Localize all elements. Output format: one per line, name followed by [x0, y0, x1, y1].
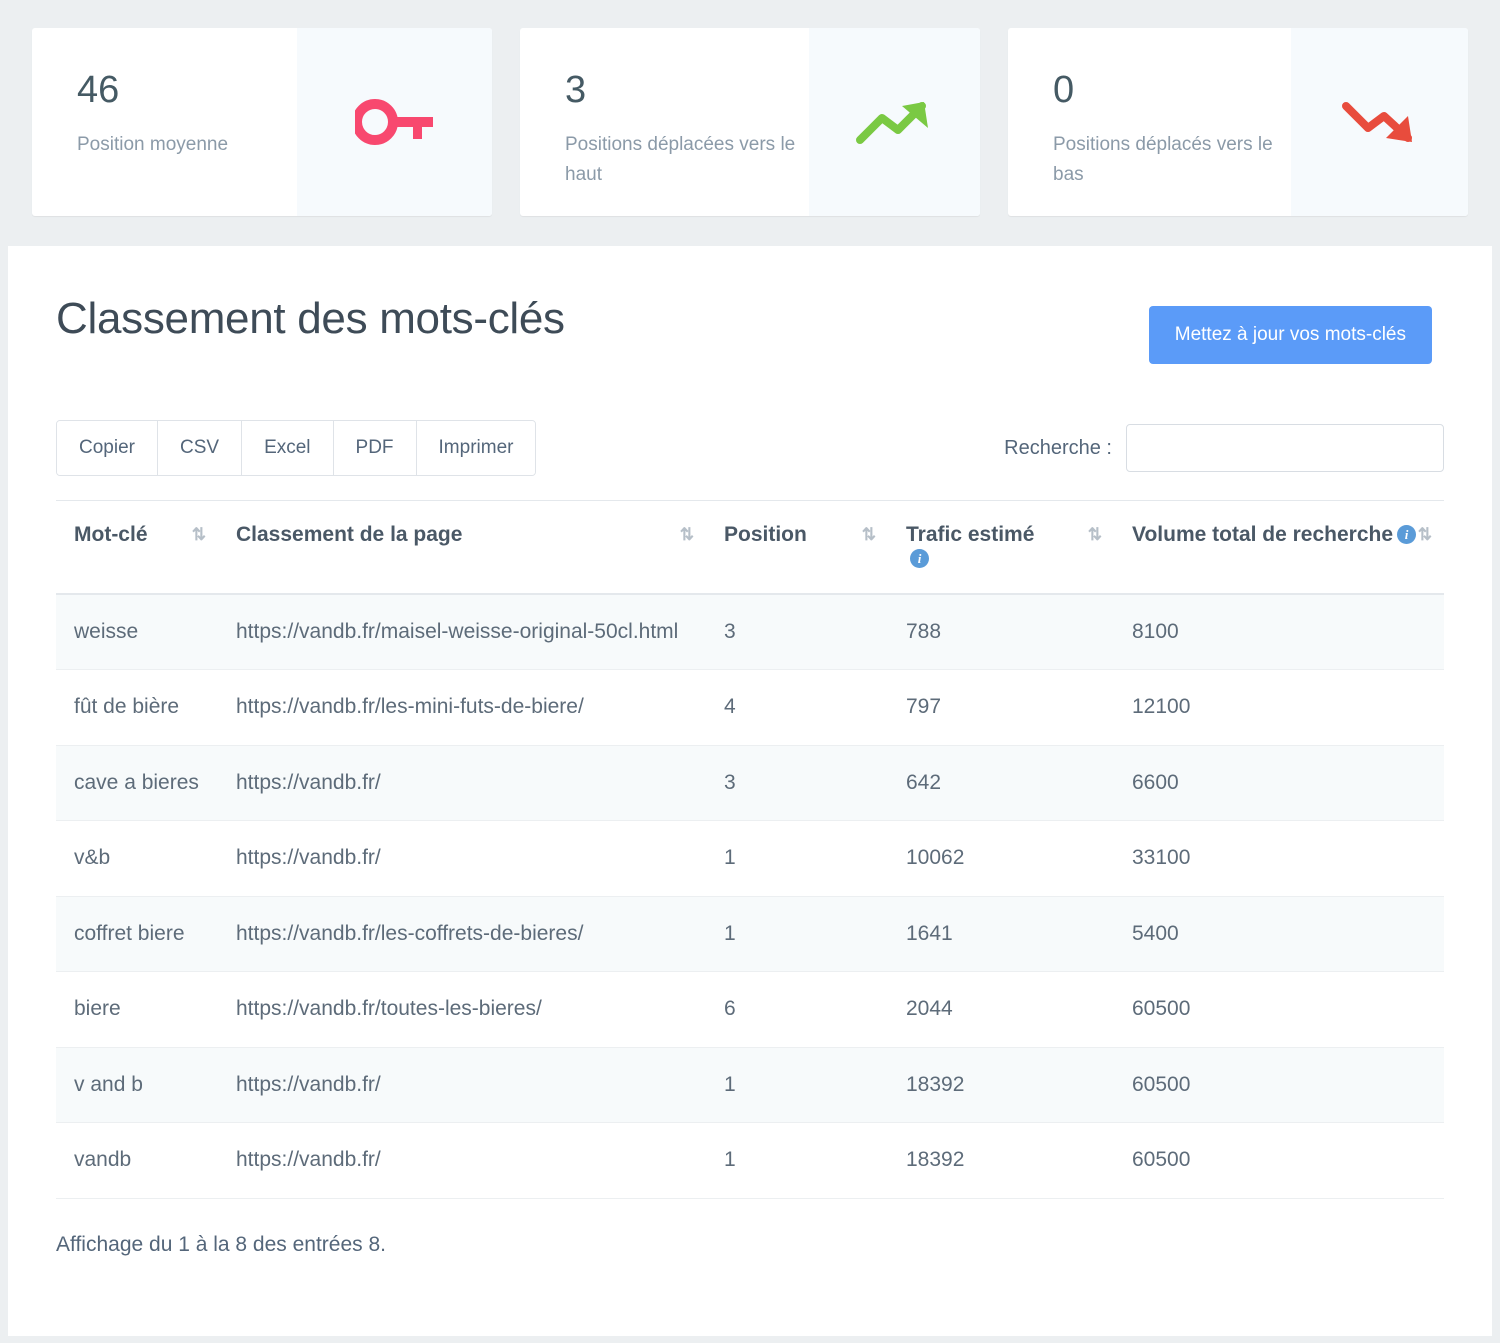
column-label: Trafic estimé	[906, 523, 1035, 546]
cell-url: https://vandb.fr/les-mini-futs-de-biere/	[218, 670, 706, 745]
trend-up-icon	[856, 98, 932, 146]
sort-icon[interactable]: ⇅	[1417, 525, 1430, 544]
cell-position: 1	[706, 821, 888, 896]
cell-url: https://vandb.fr/	[218, 1123, 706, 1198]
cell-position: 1	[706, 1047, 888, 1122]
table-body	[56, 594, 1444, 1198]
cell-volume: 60500	[1114, 1047, 1444, 1122]
stat-value: 0	[1053, 69, 1075, 111]
search-label: Recherche :	[1004, 436, 1112, 459]
keyword-ranking-panel	[8, 246, 1492, 1336]
cell-position: 3	[706, 745, 888, 820]
key-icon	[355, 99, 435, 145]
cell-position: 6	[706, 972, 888, 1047]
stat-icon-container	[297, 28, 492, 216]
panel-header	[8, 246, 1492, 364]
trend-down-icon	[1342, 98, 1418, 146]
excel-button[interactable]: Excel	[242, 421, 333, 475]
cell-volume: 33100	[1114, 821, 1444, 896]
table-toolbar	[8, 364, 1492, 476]
sort-icon[interactable]: ⇅	[1087, 525, 1100, 544]
print-button[interactable]: Imprimer	[417, 421, 536, 475]
stat-value: 46	[77, 69, 120, 111]
keyword-ranking-table	[56, 500, 1444, 1199]
cell-volume: 8100	[1114, 594, 1444, 670]
column-label: Classement de la page	[236, 523, 463, 546]
cell-keyword: cave a bieres	[56, 745, 218, 820]
cell-position: 4	[706, 670, 888, 745]
cell-traffic: 642	[888, 745, 1114, 820]
cell-keyword: weisse	[56, 594, 218, 670]
csv-button[interactable]: CSV	[158, 421, 242, 475]
cell-url: https://vandb.fr/	[218, 745, 706, 820]
search-input[interactable]	[1126, 424, 1444, 472]
table-row	[56, 896, 1444, 971]
stat-card-text	[32, 28, 297, 216]
cell-volume: 60500	[1114, 972, 1444, 1047]
table-row	[56, 1123, 1444, 1198]
cell-traffic: 797	[888, 670, 1114, 745]
pdf-button[interactable]: PDF	[334, 421, 417, 475]
stat-card-text	[520, 28, 809, 216]
column-header-keyword[interactable]	[56, 501, 218, 595]
copy-button[interactable]: Copier	[57, 421, 158, 475]
table-header-row	[56, 501, 1444, 595]
search-area	[1004, 424, 1444, 472]
cell-position: 1	[706, 1123, 888, 1198]
column-header-search-volume[interactable]	[1114, 501, 1444, 595]
update-keywords-button[interactable]: Mettez à jour vos mots-clés	[1149, 306, 1432, 364]
sort-icon[interactable]: ⇅	[191, 525, 204, 544]
cell-position: 1	[706, 896, 888, 971]
table-row	[56, 594, 1444, 670]
cell-keyword: v&b	[56, 821, 218, 896]
sort-icon[interactable]: ⇅	[679, 525, 692, 544]
cell-traffic: 18392	[888, 1047, 1114, 1122]
stat-label: Positions déplacés vers le bas	[1053, 133, 1273, 186]
cell-traffic: 1641	[888, 896, 1114, 971]
table-row	[56, 1047, 1444, 1122]
cell-keyword: v and b	[56, 1047, 218, 1122]
cell-keyword: coffret biere	[56, 896, 218, 971]
table-row	[56, 670, 1444, 745]
cell-url: https://vandb.fr/maisel-weisse-original-50cl.html	[218, 594, 706, 670]
info-icon[interactable]: i	[910, 549, 929, 568]
column-label: Position	[724, 523, 807, 546]
cell-traffic: 18392	[888, 1123, 1114, 1198]
stat-icon-container	[809, 28, 980, 216]
cell-volume: 5400	[1114, 896, 1444, 971]
table-info-footer: Affichage du 1 à la 8 des entrées 8.	[56, 1232, 387, 1256]
stat-card-text	[1008, 28, 1291, 216]
cell-url: https://vandb.fr/toutes-les-bieres/	[218, 972, 706, 1047]
table-row	[56, 821, 1444, 896]
cell-url: https://vandb.fr/	[218, 821, 706, 896]
cell-keyword: fût de bière	[56, 670, 218, 745]
stat-card-average-position	[32, 28, 492, 216]
stat-card-moved-down	[1008, 28, 1468, 216]
cell-keyword: biere	[56, 972, 218, 1047]
column-header-page-ranking[interactable]	[218, 501, 706, 595]
stats-row	[0, 0, 1500, 216]
info-icon[interactable]: i	[1397, 525, 1416, 544]
table-row	[56, 745, 1444, 820]
column-label: Mot-clé	[74, 523, 148, 546]
page-title: Classement des mots-clés	[56, 294, 565, 343]
stat-icon-container	[1291, 28, 1468, 216]
cell-traffic: 788	[888, 594, 1114, 670]
stat-label: Position moyenne	[77, 133, 229, 155]
column-header-position[interactable]	[706, 501, 888, 595]
stat-value: 3	[565, 69, 587, 111]
sort-icon[interactable]: ⇅	[861, 525, 874, 544]
stat-label: Positions déplacées vers le haut	[565, 133, 796, 186]
cell-keyword: vandb	[56, 1123, 218, 1198]
cell-volume: 6600	[1114, 745, 1444, 820]
cell-volume: 12100	[1114, 670, 1444, 745]
column-label: Volume total de recherche	[1132, 523, 1394, 546]
cell-volume: 60500	[1114, 1123, 1444, 1198]
cell-url: https://vandb.fr/	[218, 1047, 706, 1122]
stat-card-moved-up	[520, 28, 980, 216]
export-button-group	[56, 420, 536, 476]
cell-position: 3	[706, 594, 888, 670]
cell-traffic: 2044	[888, 972, 1114, 1047]
table-row	[56, 972, 1444, 1047]
column-header-estimated-traffic[interactable]	[888, 501, 1114, 595]
cell-url: https://vandb.fr/les-coffrets-de-bieres/	[218, 896, 706, 971]
cell-traffic: 10062	[888, 821, 1114, 896]
table-header	[56, 501, 1444, 595]
